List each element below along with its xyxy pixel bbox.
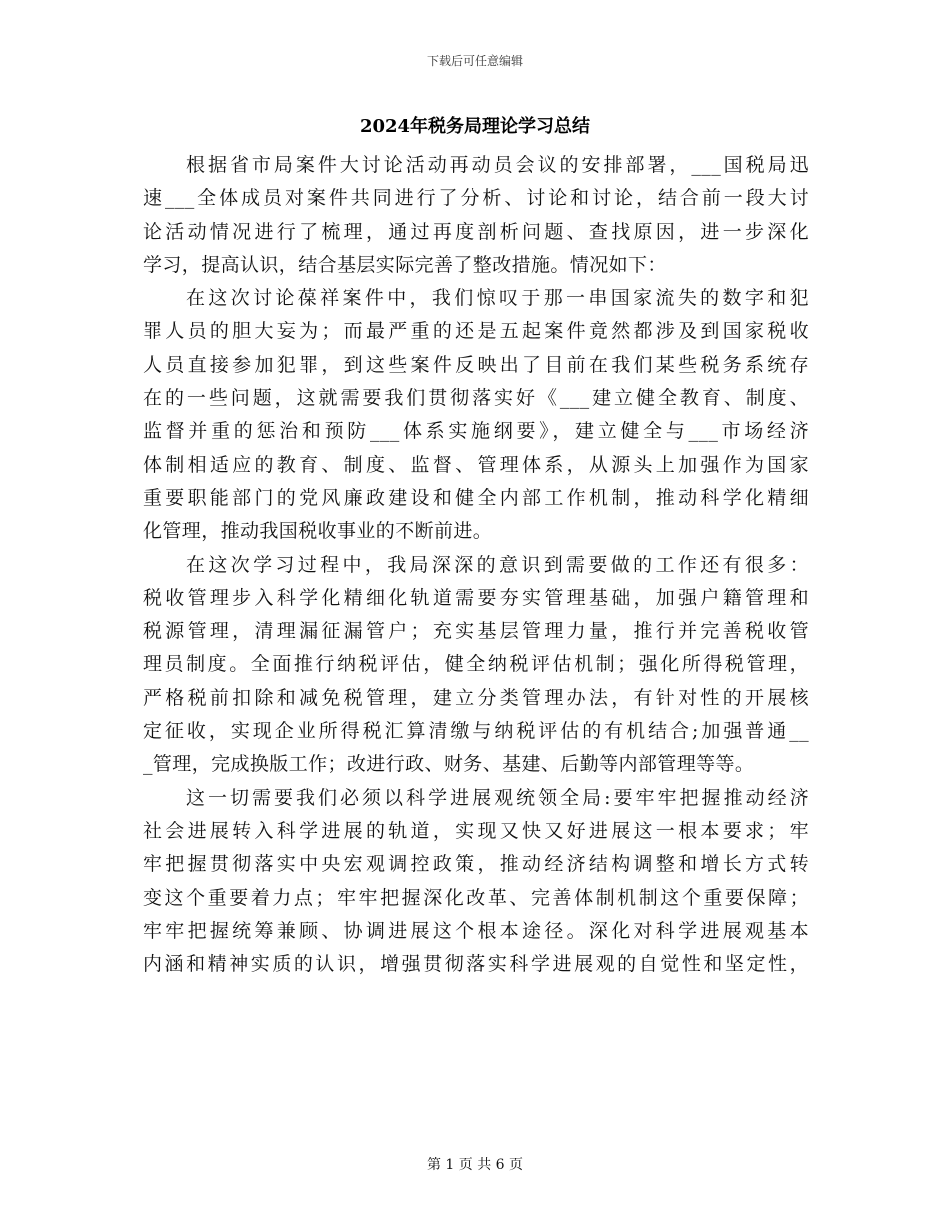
text-line: 在这次学习过程中，我局深深的意识到需要做的工作还有很多： — [186, 553, 809, 576]
text-line: 税收管理步入科学化精细化轨道需要夯实管理基础，加强户籍管理和 — [143, 586, 809, 609]
text-line: 这一切需要我们必须以科学进展观统领全局:要牢牢把握推动经济 — [186, 786, 809, 809]
text-line: 人员直接参加犯罪，到这些案件反映出了目前在我们某些税务系统存 — [143, 353, 809, 376]
document-body — [143, 149, 809, 981]
text-line: 社会进展转入科学进展的轨道，实现又快又好进展这一根本要求；牢 — [143, 819, 809, 842]
text-line: _管理，完成换版工作；改进行政、财务、基建、后勤等内部管理等等。 — [143, 753, 755, 776]
text-line: 牢把握贯彻落实中央宏观调控政策，推动经济结构调整和增长方式转 — [143, 853, 809, 876]
text-line: 根据省市局案件大讨论活动再动员会议的安排部署，___国税局迅 — [186, 154, 809, 176]
text-line: 罪人员的胆大妄为；而最严重的还是五起案件竟然都涉及到国家税收 — [143, 320, 809, 343]
paragraph — [143, 282, 809, 548]
text-line: 牢牢把握统筹兼顾、协调进展这个根本途径。深化对科学进展观基本 — [143, 919, 809, 942]
text-line: 论活动情况进行了梳理，通过再度剖析问题、查找原因，进一步深化 — [143, 220, 809, 243]
page-header-note: 下载后可任意编辑 — [426, 54, 523, 68]
paragraph — [143, 149, 809, 282]
text-line: 在这次讨论葆祥案件中，我们惊叹于那一串国家流失的数字和犯 — [186, 287, 809, 310]
paragraph — [143, 782, 809, 982]
text-line: 内涵和精神实质的认识，增强贯彻落实科学进展观的自觉性和坚定性， — [143, 953, 809, 976]
text-line: 在的一些问题，这就需要我们贯彻落实好《___建立健全教育、制度、 — [143, 387, 809, 410]
text-line: 变这个重要着力点；牢牢把握深化改革、完善体制机制这个重要保障； — [143, 886, 809, 909]
paragraph — [143, 549, 809, 782]
text-line: 严格税前扣除和减免税管理，建立分类管理办法，有针对性的开展核 — [143, 686, 809, 709]
text-line: 理员制度。全面推行纳税评估，健全纳税评估机制；强化所得税管理， — [143, 653, 809, 676]
text-line: 体制相适应的教育、制度、监督、管理体系，从源头上加强作为国家 — [143, 453, 809, 476]
page-number: 第 1 页 共 6 页 — [426, 1157, 524, 1173]
text-line: 税源管理，清理漏征漏管户；充实基层管理力量，推行并完善税收管 — [143, 620, 809, 643]
text-line: 速___全体成员对案件共同进行了分析、讨论和讨论，结合前一段大讨 — [143, 187, 809, 210]
text-line: 监督并重的惩治和预防___体系实施纲要》，建立健全与___市场经济 — [143, 420, 809, 443]
text-line: 化管理，推动我国税收事业的不断前进。 — [143, 520, 493, 543]
text-line: 定征收，实现企业所得税汇算清缴与纳税评估的有机结合;加强普通__ — [143, 720, 809, 743]
text-line: 学习，提高认识，结合基层实际完善了整改措施。情况如下： — [143, 253, 667, 276]
text-line: 重要职能部门的党风廉政建设和健全内部工作机制，推动科学化精细 — [143, 486, 809, 509]
document-title: 2024年税务局理论学习总结 — [359, 116, 591, 137]
